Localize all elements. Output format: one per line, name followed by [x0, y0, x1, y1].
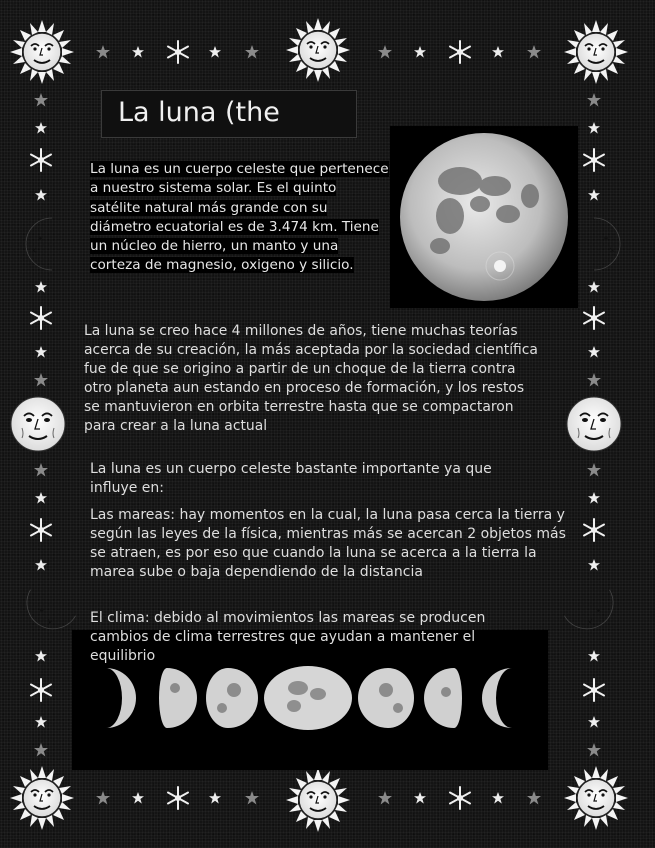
page-title: La luna (the	[118, 97, 280, 128]
star-icon	[35, 346, 47, 358]
star-icon	[378, 791, 392, 805]
sun-face-icon	[564, 20, 628, 84]
star-icon	[588, 122, 600, 134]
snowflake-icon	[31, 149, 51, 171]
sun-face-icon	[564, 766, 628, 830]
snowflake-icon	[584, 519, 604, 541]
snowflake-icon	[450, 787, 470, 809]
star-icon	[209, 792, 221, 804]
star-icon	[414, 792, 426, 804]
moon-face-icon	[11, 397, 65, 451]
star-icon	[587, 373, 601, 387]
intro-paragraph	[90, 160, 390, 276]
snowflake-icon	[584, 149, 604, 171]
origin-paragraph	[84, 322, 544, 450]
full-moon-image	[390, 126, 578, 308]
star-icon	[527, 45, 541, 59]
influence-paragraph	[90, 460, 540, 498]
tides-text: Las mareas: hay momentos en la cual, la luna pasa cerca la tierra y según las leyes de la física, mientras más se acercan 2 objetos más se atraen, es por eso que cuando la luna se acerca a la tierra la marea sube o baja dependiendo de la distancia	[90, 507, 566, 580]
star-icon	[587, 463, 601, 477]
climate-text: El clima: debido al movimientos las mareas se producen cambios de clima terrestres que ayudan a mantener el equilibrio	[90, 610, 486, 664]
star-icon	[35, 559, 47, 571]
star-icon	[132, 46, 144, 58]
star-icon	[588, 716, 600, 728]
star-icon	[414, 46, 426, 58]
star-icon	[527, 791, 541, 805]
star-icon	[588, 650, 600, 662]
snowflake-icon	[450, 41, 470, 63]
star-icon	[35, 122, 47, 134]
star-icon	[587, 93, 601, 107]
star-icon	[492, 46, 504, 58]
moon-face-icon	[567, 397, 621, 451]
star-icon	[35, 650, 47, 662]
snowflake-icon	[31, 307, 51, 329]
star-icon	[34, 373, 48, 387]
sun-face-icon	[286, 768, 350, 832]
sun-face-icon	[10, 766, 74, 830]
crescent-moon-icon	[594, 218, 620, 270]
star-icon	[492, 792, 504, 804]
star-icon	[34, 93, 48, 107]
intro-text: La luna es un cuerpo celeste que pertenece a nuestro sistema solar. Es el quinto satélite natural más grande con su diámetro ecuatorial es de 3.474 km. Tiene un núcleo de hierro, un manto y una corteza de magnesio, oxigeno y silicio.	[90, 161, 389, 274]
star-icon	[588, 492, 600, 504]
star-icon	[96, 45, 110, 59]
star-icon	[35, 492, 47, 504]
influence-text: La luna es un cuerpo celeste bastante importante ya que influye en:	[90, 461, 492, 496]
star-icon	[588, 346, 600, 358]
origin-text: La luna se creo hace 4 millones de años, tiene muchas teorías acerca de su creación, la más aceptada por la sociedad científica fue de que se origino a partir de un choque de la tierra contra otro planeta aun estando en proceso de formación, y los restos se mantuvieron en orbita terrestre hasta que se compactaron para crear a la luna actual	[84, 323, 538, 434]
star-icon	[35, 281, 47, 293]
star-icon	[245, 45, 259, 59]
snowflake-icon	[584, 307, 604, 329]
star-icon	[587, 743, 601, 757]
snowflake-icon	[168, 787, 188, 809]
star-icon	[96, 791, 110, 805]
star-icon	[34, 463, 48, 477]
crescent-moon-icon	[564, 590, 622, 639]
star-icon	[245, 791, 259, 805]
snowflake-icon	[584, 679, 604, 701]
star-icon	[588, 189, 600, 201]
star-icon	[209, 46, 221, 58]
star-icon	[378, 45, 392, 59]
star-icon	[34, 743, 48, 757]
snowflake-icon	[31, 519, 51, 541]
star-icon	[35, 189, 47, 201]
snowflake-icon	[168, 41, 188, 63]
tides-paragraph	[90, 506, 566, 582]
full-moon-photo	[390, 126, 578, 308]
star-icon	[588, 281, 600, 293]
star-icon	[132, 792, 144, 804]
climate-paragraph	[90, 609, 530, 666]
star-icon	[35, 716, 47, 728]
title-box	[101, 90, 357, 138]
sun-face-icon	[10, 20, 74, 84]
sun-face-icon	[286, 18, 350, 82]
crescent-moon-icon	[26, 218, 52, 270]
star-icon	[588, 559, 600, 571]
snowflake-icon	[31, 679, 51, 701]
crescent-moon-icon	[17, 590, 75, 639]
